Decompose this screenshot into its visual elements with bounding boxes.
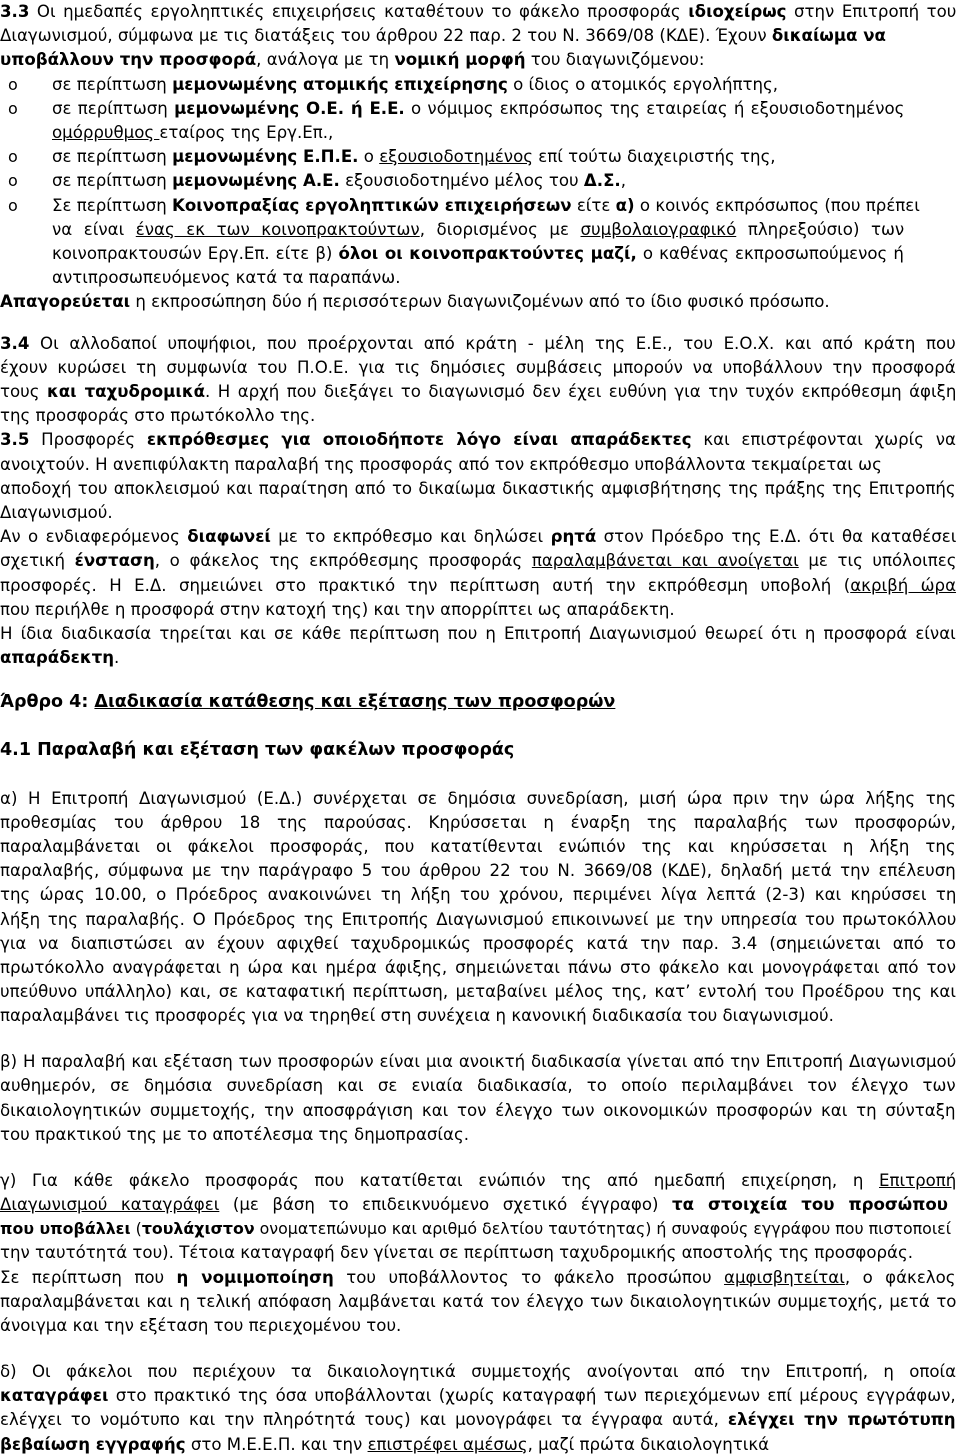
text-line [0, 503, 113, 523]
text-run: όλοι οι κοινοπρακτούντες μαζί, [338, 244, 637, 263]
text-run: Διαγωνισμού, σύμφωνα με τις διατάξεις του άρθρου 22 παρ. 2 του Ν. 3669/08 (ΚΔΕ). Έχουν [0, 26, 772, 46]
text-run: εξουσιοδοτημένο μέλος του [339, 171, 584, 191]
text-run: ελέγχει το νομότυπο και την πληρότητά τους) και μονογράφει τα έγγραφα αυτά, [0, 1410, 728, 1430]
text-run: εταίρος της Εργ.Επ., [159, 123, 334, 142]
text-line [0, 1435, 769, 1455]
list-bullet-icon: o [8, 147, 18, 167]
text-line [0, 334, 956, 354]
text-line [0, 1386, 956, 1406]
text-run: αυθημερόν, σε δημόσια συνεδρίαση και σε ενιαία διαδικασία, το οποίο περιλαμβάνει τον έλεγχο των [0, 1076, 956, 1096]
text-line [0, 837, 956, 857]
text-run: στο πρακτικό της όσα υποβάλλονται (χωρίς καταγραφή των περιεχόμενων επί μέρους εγγράφων, [108, 1386, 956, 1406]
text-line [0, 576, 956, 596]
text-run: Η ίδια διαδικασία τηρείται και σε κάθε περίπτωση που η Επιτροπή Διαγωνισμού θεωρεί ότι η προσφορά είναι [0, 623, 956, 643]
text-line [0, 982, 956, 1002]
text-run: σε περίπτωση [52, 74, 173, 94]
text-run: την ταυτότητά του). Τέτοια καταγραφή δεν γίνεται σε περίπτωση ταχυδρομικής αποστολής της προσφοράς. [0, 1243, 913, 1263]
text-run: ο [358, 147, 380, 167]
text-run: ονοματεπώνυμο και αριθμό δελτίου ταυτότητας) ή συναφούς εγγράφου που πιστοποιεί [254, 1219, 952, 1239]
text-run: προθεσμίας του άρθρου 18 της παρούσας. Κηρύσσεται η έναρξη της παραλαβής των προσφορών, [0, 812, 956, 832]
text-run: επιστρέφει αμέσως [367, 1434, 528, 1454]
text-line [0, 1243, 913, 1263]
text-run: ο κοινός εκπρόσωπος (που πρέπει [634, 195, 920, 215]
text-run: ο νόμιμος εκπρόσωπος της εταιρείας ή εξουσιοδοτημένος [404, 98, 905, 118]
text-run: είτε [571, 195, 616, 215]
text-run: 3.5 [0, 430, 30, 450]
text-run: αμφισβητείται [724, 1267, 845, 1287]
text-run: στον Πρόεδρο της Ε.Δ. ότι θα καταθέσει [596, 527, 957, 547]
text-run: του διαγωνιζόμενου: [525, 50, 705, 70]
text-run: μεμονωμένης Ο.Ε. ή Ε.Ε. [174, 98, 405, 118]
text-run: μεμονωμένης ατομικής επιχείρησης [172, 74, 508, 94]
text-run: τουλάχιστον [141, 1219, 255, 1239]
list-bullet-icon: o [8, 74, 18, 94]
text-run: συμβολαιογραφικό [580, 219, 737, 239]
text-line [0, 26, 886, 46]
text-run: αντιπροσωπευόμενος κατά τα παραπάνω. [52, 268, 401, 288]
text-run: και ταχυδρομικά [46, 381, 206, 401]
text-run: του πρακτικού της με το αποτέλεσμα της δημοπρασίας. [0, 1124, 469, 1144]
text-run: της προσφοράς στο πρωτόκολλο της. [0, 406, 316, 426]
text-line [0, 479, 956, 499]
text-line [0, 406, 315, 426]
text-line [52, 268, 400, 288]
text-run: β) Η παραλαβή και εξέταση των προσφορών είναι μια ανοικτή διαδικασία γίνεται από την Επιτροπή Διαγωνισμού [0, 1052, 957, 1072]
text-line [0, 1125, 469, 1145]
text-line [0, 624, 956, 644]
text-run: Απαγορεύεται [0, 292, 131, 312]
text-line [52, 99, 904, 119]
text-line [0, 861, 956, 881]
text-run: νομική μορφή [394, 50, 526, 70]
text-run: σε περίπτωση [52, 98, 175, 118]
text-line [0, 1362, 956, 1382]
text-run: Διαγωνισμού. [0, 502, 113, 522]
text-run: δικαίωμα να [771, 26, 886, 46]
text-line [0, 789, 956, 809]
text-line [0, 1410, 956, 1430]
text-run: μεμονωμένης Ε.Π.Ε. [172, 147, 359, 167]
text-run: α) [615, 195, 635, 215]
text-run: δικαιολογητικών συμμετοχής, την αποσφράγιση και τον έλεγχο των οικονομικών προσφορών και τη σύνταξη [0, 1100, 956, 1120]
text-run: της ώρας 10.00, ο Πρόεδρος ανακοινώνει τη λήξη του χρόνου, περιμένει λίγα λεπτά (2-3) και κηρύσσει τη [0, 885, 957, 905]
text-run: αποδοχή του αποκλεισμού και παραίτηση από το δικαίωμα δικαστικής αμφισβήτησης της πράξης της Επιτροπής [0, 478, 956, 498]
text-run: τους [0, 381, 47, 401]
text-run: . [114, 648, 120, 668]
text-run: μεμονωμένης Α.Ε. [172, 171, 340, 191]
text-line [0, 2, 956, 22]
text-run: που περιήλθε η προσφορά στην κατοχή της) και την απορρίπτει ως απαράδεκτη. [0, 599, 675, 619]
text-run: 3.3 [0, 2, 30, 21]
text-run: ακριβή ώρα [850, 575, 957, 595]
text-line [0, 50, 704, 70]
text-run: πρωτόκολλο αναγράφεται η ώρα και ημέρα άφιξης, σημειώνεται πάνω στο φάκελο και μονογράφεται από τον [0, 957, 956, 977]
text-run: γ) Για κάθε φάκελο προσφοράς που κατατίθεται ενώπιόν της από ημεδαπή επιχείρηση, η [0, 1170, 880, 1190]
text-run: , μαζί πρώτα δικαιολογητικά [527, 1434, 770, 1454]
text-run: έχουν κυρώσει τη συμφωνία του Π.Ο.Ε. για τις δημόσιες συμβάσεις μπορούν να υποβάλλουν την προσφορά [0, 357, 956, 377]
text-line [0, 1006, 834, 1026]
text-run: ελέγχει την πρωτότυπη [727, 1410, 956, 1430]
text-line [0, 527, 956, 547]
text-run: τα στοιχεία του προσώπου [672, 1195, 948, 1215]
text-run: . Η αρχή που διεξάγει το διαγωνισμό δεν έχει ευθύνη για την τυχόν εκπρόθεσμη άφιξη [205, 381, 957, 401]
text-run: παραλαβής, σύμφωνα με την παράγραφο 5 του άρθρου 22 του Ν. 3669/08 (ΚΔΕ), δηλαδή μετά την επέλευση [0, 861, 956, 881]
text-run: ομόρρυθμος [52, 123, 160, 142]
text-run: καταγράφει [0, 1386, 109, 1406]
text-line [0, 1268, 956, 1288]
text-run: σχετική [0, 551, 75, 571]
text-run: , ανάλογα με τη [256, 50, 395, 70]
text-run: να είναι [52, 219, 136, 239]
text-line [0, 910, 956, 930]
text-run: , ο φάκελος [844, 1267, 956, 1287]
text-run: στην Επιτροπή του [786, 2, 957, 21]
text-run: παραλαμβάνεται και ανοίγεται [531, 551, 799, 571]
text-line [0, 1195, 948, 1215]
text-run: ( [130, 1219, 142, 1239]
text-run: και επιστρέφονται χωρίς να [691, 430, 956, 450]
text-line [52, 75, 778, 95]
text-line [52, 220, 904, 240]
text-run: εξουσιοδοτημένος [379, 147, 533, 167]
text-run: με τις υπόλοιπες [798, 551, 957, 571]
text-run: παραλαμβάνει τις προσφορές για να τηρηθεί στη συνέχεια η κανονική διαδικασία του διαγωνισμού. [0, 1006, 834, 1026]
text-run: ιδιοχείρως [688, 2, 787, 21]
section-heading [0, 740, 514, 760]
text-run: Η ανεπιφύλακτη παραλαβή της προσφοράς από τον εκπρόθεσμο υποβάλλοντα τεκμαίρεται ως [89, 454, 882, 474]
text-run: παραλαμβάνεται και η τελική απόφαση λαμβάνεται κατά τον έλεγχο των δικαιολογητικών συμμετοχής, μετά το [0, 1291, 957, 1311]
text-run: που υποβάλλει [0, 1219, 131, 1239]
text-line [0, 1052, 956, 1072]
text-line [0, 1219, 951, 1239]
text-line [0, 1292, 956, 1312]
text-run: Κοινοπραξίας εργοληπτικών επιχειρήσεων [172, 195, 572, 215]
text-run: ανοιχτούν. [0, 454, 90, 474]
text-run: υπεύθυνο υπάλληλο) και, σε καταφατική περίπτωση, μεταβαίνει μέλος της, κατ’ εντολή του Προέδρου της και [0, 982, 956, 1002]
text-run: η νομιμοποίηση [176, 1267, 334, 1287]
text-run: (με βάση το επιδεικνυόμενο σχετικό έγγραφο) [219, 1195, 673, 1215]
text-line [52, 147, 776, 167]
text-run: Αν ο ενδιαφερόμενος [0, 527, 188, 547]
text-run: α) Η Επιτροπή Διαγωνισμού (Ε.Δ.) συνέρχεται σε δημόσια συνεδρίαση, μισή ώρα πριν την ώρα λήξης της [0, 788, 956, 808]
text-line [0, 648, 119, 668]
text-line [0, 1076, 956, 1096]
text-run: παραλαμβάνεται οι φάκελοι προσφοράς, που κατατίθενται ενώπιόν της και κηρύσσεται η λήξη της [0, 836, 956, 856]
text-run: υποβάλλουν την προσφορά [0, 50, 257, 70]
text-run: ένας εκ των κοινοπρακτούντων [135, 219, 420, 239]
list-bullet-icon: o [8, 171, 18, 191]
text-run: διαφωνεί [187, 527, 271, 547]
text-run: πληρεξούσιο) των [736, 219, 905, 239]
text-line [0, 382, 956, 402]
text-run: στο Μ.Ε.Ε.Π. και την [185, 1434, 368, 1454]
text-line [0, 358, 956, 378]
text-run: 4.1 Παραλαβή και εξέταση των φακέλων προσφοράς [0, 740, 515, 761]
text-run: ρητά [550, 527, 597, 547]
text-line [0, 813, 956, 833]
text-run: Οι αλλοδαποί υποψήφιοι, που προέρχονται από κράτη - μέλη της Ε.Ε., του Ε.Ο.Χ. και από κράτη που [29, 333, 956, 353]
text-run: Διαγωνισμού καταγράφει [0, 1195, 220, 1215]
text-run: Σε περίπτωση [52, 195, 173, 215]
text-line [0, 885, 956, 905]
text-run: σε περίπτωση [52, 147, 173, 167]
text-run: επί τούτω διαχειριστής της, [532, 147, 776, 167]
text-line [52, 171, 626, 191]
text-line [0, 1101, 956, 1121]
text-run: ένσταση [74, 551, 155, 571]
text-line [0, 934, 956, 954]
text-run: 3.4 [0, 333, 30, 353]
section-heading [0, 692, 615, 712]
text-line [0, 1316, 401, 1336]
text-run: Προσφορές [29, 430, 147, 450]
text-run: απαράδεκτη [0, 648, 115, 668]
text-line [0, 551, 956, 571]
text-run: Δ.Σ. [583, 171, 621, 191]
text-line [52, 123, 333, 143]
list-bullet-icon: o [8, 195, 18, 215]
list-bullet-icon: o [8, 98, 18, 118]
text-line [0, 455, 882, 475]
text-run: , διορισμένος με [419, 219, 581, 239]
text-line [0, 1171, 956, 1191]
text-run: του υποβάλλοντος το φάκελο προσώπου [333, 1267, 725, 1287]
text-run: σε περίπτωση [52, 171, 173, 191]
text-line [52, 196, 920, 216]
text-run: κοινοπρακτουσών Εργ.Επ. είτε β) [52, 244, 339, 263]
text-run: Διαδικασία κατάθεσης και εξέτασης των προσφορών [94, 691, 616, 712]
text-line [0, 958, 956, 978]
text-line [0, 430, 956, 450]
text-run: εκπρόθεσμες για οποιοδήποτε λόγο είναι απαράδεκτες [146, 430, 692, 450]
text-run: άνοιγμα και την εξέταση του περιεχομένου του. [0, 1316, 402, 1336]
text-run: Οι ημεδαπές εργοληπτικές επιχειρήσεις καταθέτουν το φάκελο προσφοράς [29, 2, 689, 21]
text-run: ο καθένας εκπροσωπούμενος ή [636, 244, 904, 263]
text-run: με το εκπρόθεσμο και δηλώσει [270, 527, 551, 547]
text-run: , [620, 171, 626, 191]
text-run: , ο φάκελος της εκπρόθεσμης προσφοράς [154, 551, 532, 571]
text-run: Επιτροπή [879, 1170, 957, 1190]
text-run: Άρθρο 4: [0, 691, 95, 712]
text-line [52, 244, 904, 264]
text-run: βεβαίωση εγγραφής [0, 1434, 186, 1454]
text-run: προσφορές. Η Ε.Δ. σημειώνει στο πρακτικό την περίπτωση αυτή την εκπρόθεσμη υποβολή ( [0, 575, 851, 595]
text-run: λήξη της παραλαβής. Ο Πρόεδρος της Επιτροπής Διαγωνισμού επικοινωνεί με την υπηρεσία του πρωτοκόλλου [0, 909, 957, 929]
text-run: για να διαπιστώσει αν έχουν αφιχθεί ταχυδρομικώς προσφορές κατά την παρ. 3.4 (σημειώνεται από το [0, 933, 957, 953]
text-run: ο ίδιος ο ατομικός εργολήπτης, [507, 74, 779, 94]
text-line [0, 292, 830, 312]
text-run: δ) Οι φάκελοι που περιέχουν τα δικαιολογητικά συμμετοχής ανοίγονται από την Επιτροπή, η οποία [0, 1362, 957, 1382]
text-line [0, 600, 675, 620]
text-run: η εκπροσώπηση δύο ή περισσότερων διαγωνιζομένων από το ίδιο φυσικό πρόσωπο. [130, 292, 830, 312]
text-run: Σε περίπτωση που [0, 1267, 177, 1287]
